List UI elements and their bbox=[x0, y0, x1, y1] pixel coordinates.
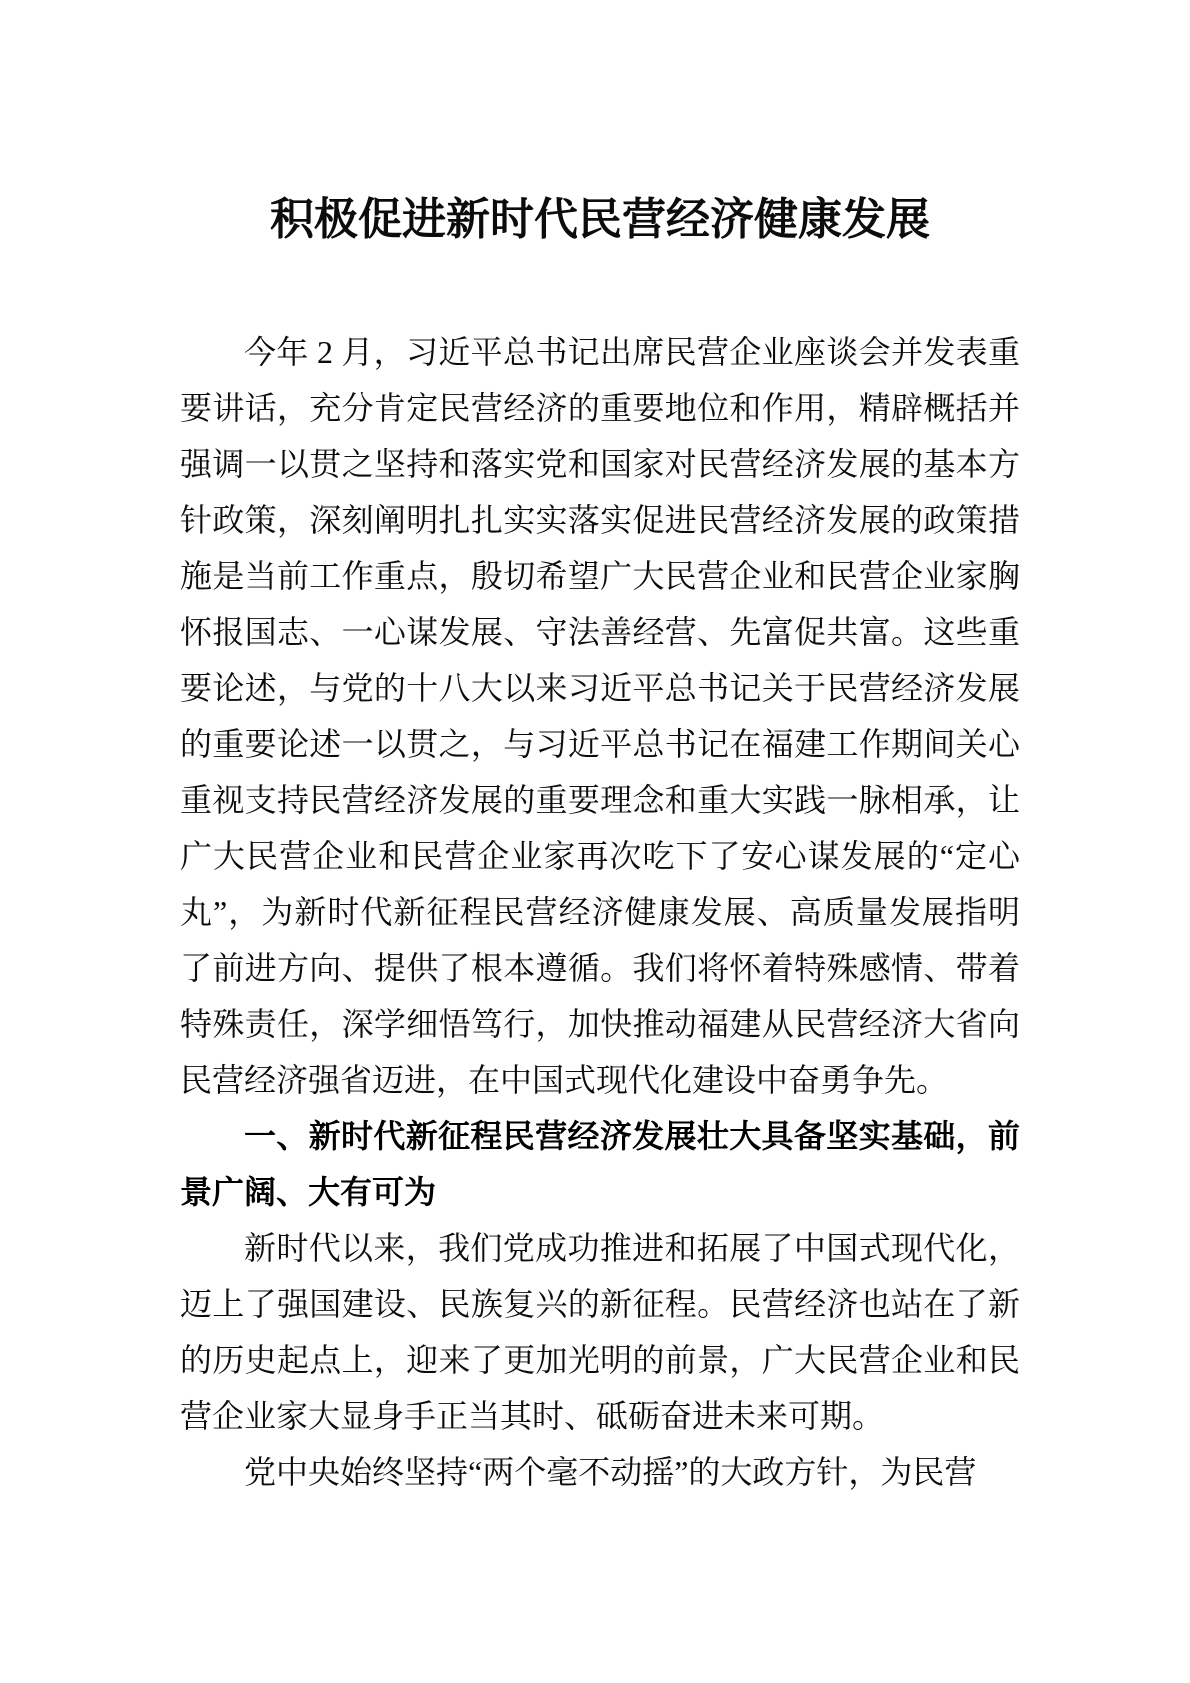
paragraph-last-truncated: 党中央始终坚持“两个毫不动摇”的大政方针，为民营 bbox=[244, 1454, 977, 1490]
paragraph-section-1-body: 新时代以来，我们党成功推进和拓展了中国式现代化，迈上了强国建设、民族复兴的新征程。民营经济也站在了新的历史起点上，迎来了更加光明的前景，广大民营企业和民营企业家大显身手正当其时、砥砺奋进未来可期。 bbox=[180, 1230, 1020, 1434]
section-heading-1: 一、新时代新征程民营经济发展壮大具备坚实基础，前景广阔、大有可为 bbox=[180, 1118, 1020, 1210]
paragraph-intro: 今年 2 月，习近平总书记出席民营企业座谈会并发表重要讲话，充分肯定民营经济的重要地位和作用，精辟概括并强调一以贯之坚持和落实党和国家对民营经济发展的基本方针政策，深刻阐明扎扎实实落实促进民营经济发展的政策措施是当前工作重点，殷切希望广大民营企业和民营企业家胸怀报国志、一心谋发展、守法善经营、先富促共富。这些重要论述，与党的十八大以来习近平总书记关于民营经济发展的重要论述一以贯之，与习近平总书记在福建工作期间关心重视支持民营经济发展的重要理念和重大实践一脉相承，让广大民营企业和民营企业家再次吃下了安心谋发展的“定心丸”，为新时代新征程民营经济健康发展、高质量发展指明了前进方向、提供了根本遵循。我们将怀着特殊感情、带着特殊责任，深学细悟笃行，加快推动福建从民营经济大省向民营经济强省迈进，在中国式现代化建设中奋勇争先。 bbox=[180, 334, 1020, 1098]
document-title: 积极促进新时代民营经济健康发展 bbox=[270, 195, 930, 244]
